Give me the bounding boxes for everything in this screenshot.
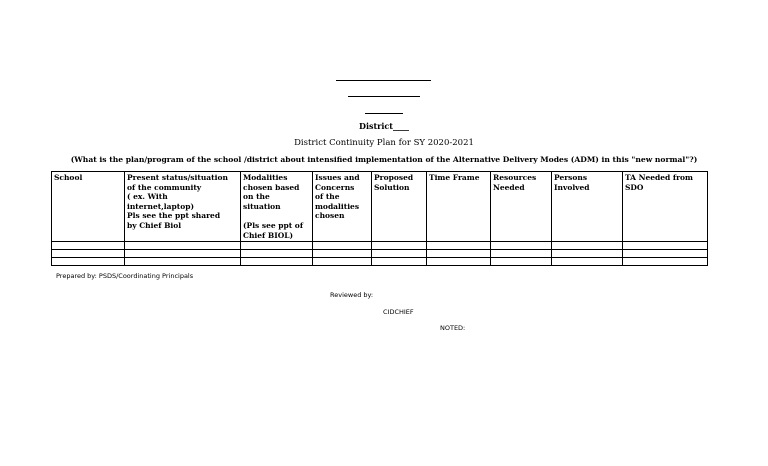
column-header-persons: Persons Involved: [552, 172, 623, 242]
table-cell: [372, 258, 427, 266]
reviewed-by-label: Reviewed by:: [330, 291, 374, 299]
blank-line-2: [348, 96, 420, 97]
table-cell: [313, 258, 372, 266]
table-cell: [52, 258, 125, 266]
blank-line-1: [336, 80, 431, 81]
column-header-modalities: Modalities chosen based on the situation (Pls see ppt of Chief BIOL): [241, 172, 313, 242]
table-cell: [52, 250, 125, 258]
table-cell: [427, 242, 491, 250]
table-cell: [427, 250, 491, 258]
column-header-present-status: Present status/situation of the community ( ex. With internet,laptop) Pls see the ppt shared by Chief Biol: [125, 172, 241, 242]
table-cell: [125, 258, 241, 266]
district-label: District____: [359, 121, 409, 131]
table-cell: [372, 242, 427, 250]
table-cell: [552, 250, 623, 258]
column-header-ta-needed: TA Needed from SDO: [623, 172, 708, 242]
table-cell: [313, 242, 372, 250]
column-header-resources: Resources Needed: [491, 172, 552, 242]
noted-label: NOTED:: [440, 324, 466, 332]
plan-title: District Continuity Plan for SY 2020-2021: [294, 138, 474, 148]
table-cell: [241, 258, 313, 266]
table-cell: [241, 242, 313, 250]
table-cell: [552, 242, 623, 250]
blank-line-3: [365, 113, 403, 114]
table-cell: [491, 250, 552, 258]
prepared-by-label: Prepared by: PSDS/Coordinating Principals: [56, 272, 194, 280]
table-row: [52, 258, 708, 266]
column-header-time-frame: Time Frame: [427, 172, 491, 242]
table-cell: [372, 250, 427, 258]
table-cell: [125, 242, 241, 250]
table-cell: [623, 242, 708, 250]
table-cell: [241, 250, 313, 258]
cid-chief-label: CIDCHIEF: [383, 308, 414, 316]
table-header-row: [52, 172, 708, 242]
table-cell: [552, 258, 623, 266]
table-cell: [623, 250, 708, 258]
column-header-proposed-solution: Proposed Solution: [372, 172, 427, 242]
table-cell: [623, 258, 708, 266]
table-row: [52, 250, 708, 258]
table-cell: [491, 258, 552, 266]
table-cell: [313, 250, 372, 258]
table-cell: [125, 250, 241, 258]
table-cell: [491, 242, 552, 250]
plan-question: (What is the plan/program of the school /district about intensified implementation of the Alternative Delivery Modes (ADM) in this "new normal"?): [70, 155, 698, 164]
column-header-issues: Issues and Concerns of the modalities chosen: [313, 172, 372, 242]
table-cell: [52, 242, 125, 250]
column-header-school: School: [52, 172, 125, 242]
table-row: [52, 242, 708, 250]
table-cell: [427, 258, 491, 266]
continuity-plan-table: [51, 171, 708, 266]
